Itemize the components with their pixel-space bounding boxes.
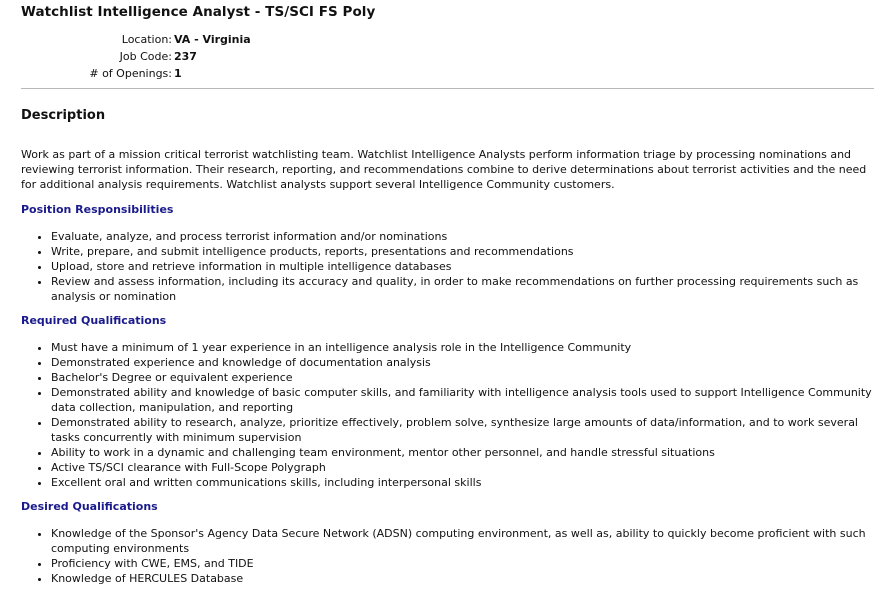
location-label: Location: [121,33,172,46]
list-item: • Demonstrated experience and knowledge of documentation analysis [51,355,874,370]
list-item: • Evaluate, analyze, and process terrorist information and/or nominations [51,229,874,244]
description-heading: Description [21,108,106,123]
list-item: • Active TS/SCI clearance with Full-Scope Polygraph [51,460,874,475]
responsibilities-heading: Position Responsibilities [21,203,174,216]
job-meta [21,31,251,82]
openings-label: # of Openings: [89,67,172,80]
list-item: • Review and assess information, including its accuracy and quality, in order to make recommendations on further processing requirements such as analysis or nomination [51,274,874,304]
list-item: • Write, prepare, and submit intelligence products, reports, presentations and recommendations [51,244,874,259]
location-value: VA - Virginia [174,33,251,46]
divider [21,88,874,89]
job-code-value: 237 [174,50,197,63]
description-intro: Work as part of a mission critical terrorist watchlisting team. Watchlist Intelligence Analysts perform information triage by processing nominations and reviewing terrorist information. Their research, reporting, and recommendations combine to derive determinations about terrorist activities and the need for additional analysis requirements. Watchlist analysts support several Intelligence Community customers. [21,148,867,191]
job-code-label: Job Code: [119,50,172,63]
list-item: • Excellent oral and written communications skills, including interpersonal skills [51,475,874,490]
required-heading: Required Qualifications [21,314,167,327]
list-item: • Bachelor's Degree or equivalent experience [51,370,874,385]
list-item: • Knowledge of the Sponsor's Agency Data Secure Network (ADSN) computing environment, as well as, ability to quickly become proficient with such computing environments [51,526,874,556]
job-code-row [21,48,251,65]
list-item: • Demonstrated ability to research, analyze, prioritize effectively, problem solve, synthesize large amounts of data/information, and to work several tasks concurrently with minimum supervision [51,415,874,445]
location-row [21,31,251,48]
list-item: • Demonstrated ability and knowledge of basic computer skills, and familiarity with intelligence analysis tools used to support Intelligence Community data collection, manipulation, and reporting [51,385,874,415]
list-item: • Must have a minimum of 1 year experience in an intelligence analysis role in the Intelligence Community [51,340,874,355]
list-item: • Proficiency with CWE, EMS, and TIDE [51,556,874,571]
list-item: • Ability to work in a dynamic and challenging team environment, mentor other personnel, and handle stressful situations [51,445,874,460]
list-item: • Upload, store and retrieve information in multiple intelligence databases [51,259,874,274]
job-title: Watchlist Intelligence Analyst - TS/SCI FS Poly [21,4,376,20]
openings-value: 1 [174,67,182,80]
desired-heading: Desired Qualifications [21,500,158,513]
responsibilities-list [21,229,874,304]
required-list [21,340,874,490]
list-item: • Knowledge of HERCULES Database [51,571,874,586]
desired-list [21,526,874,586]
openings-row [21,65,251,82]
